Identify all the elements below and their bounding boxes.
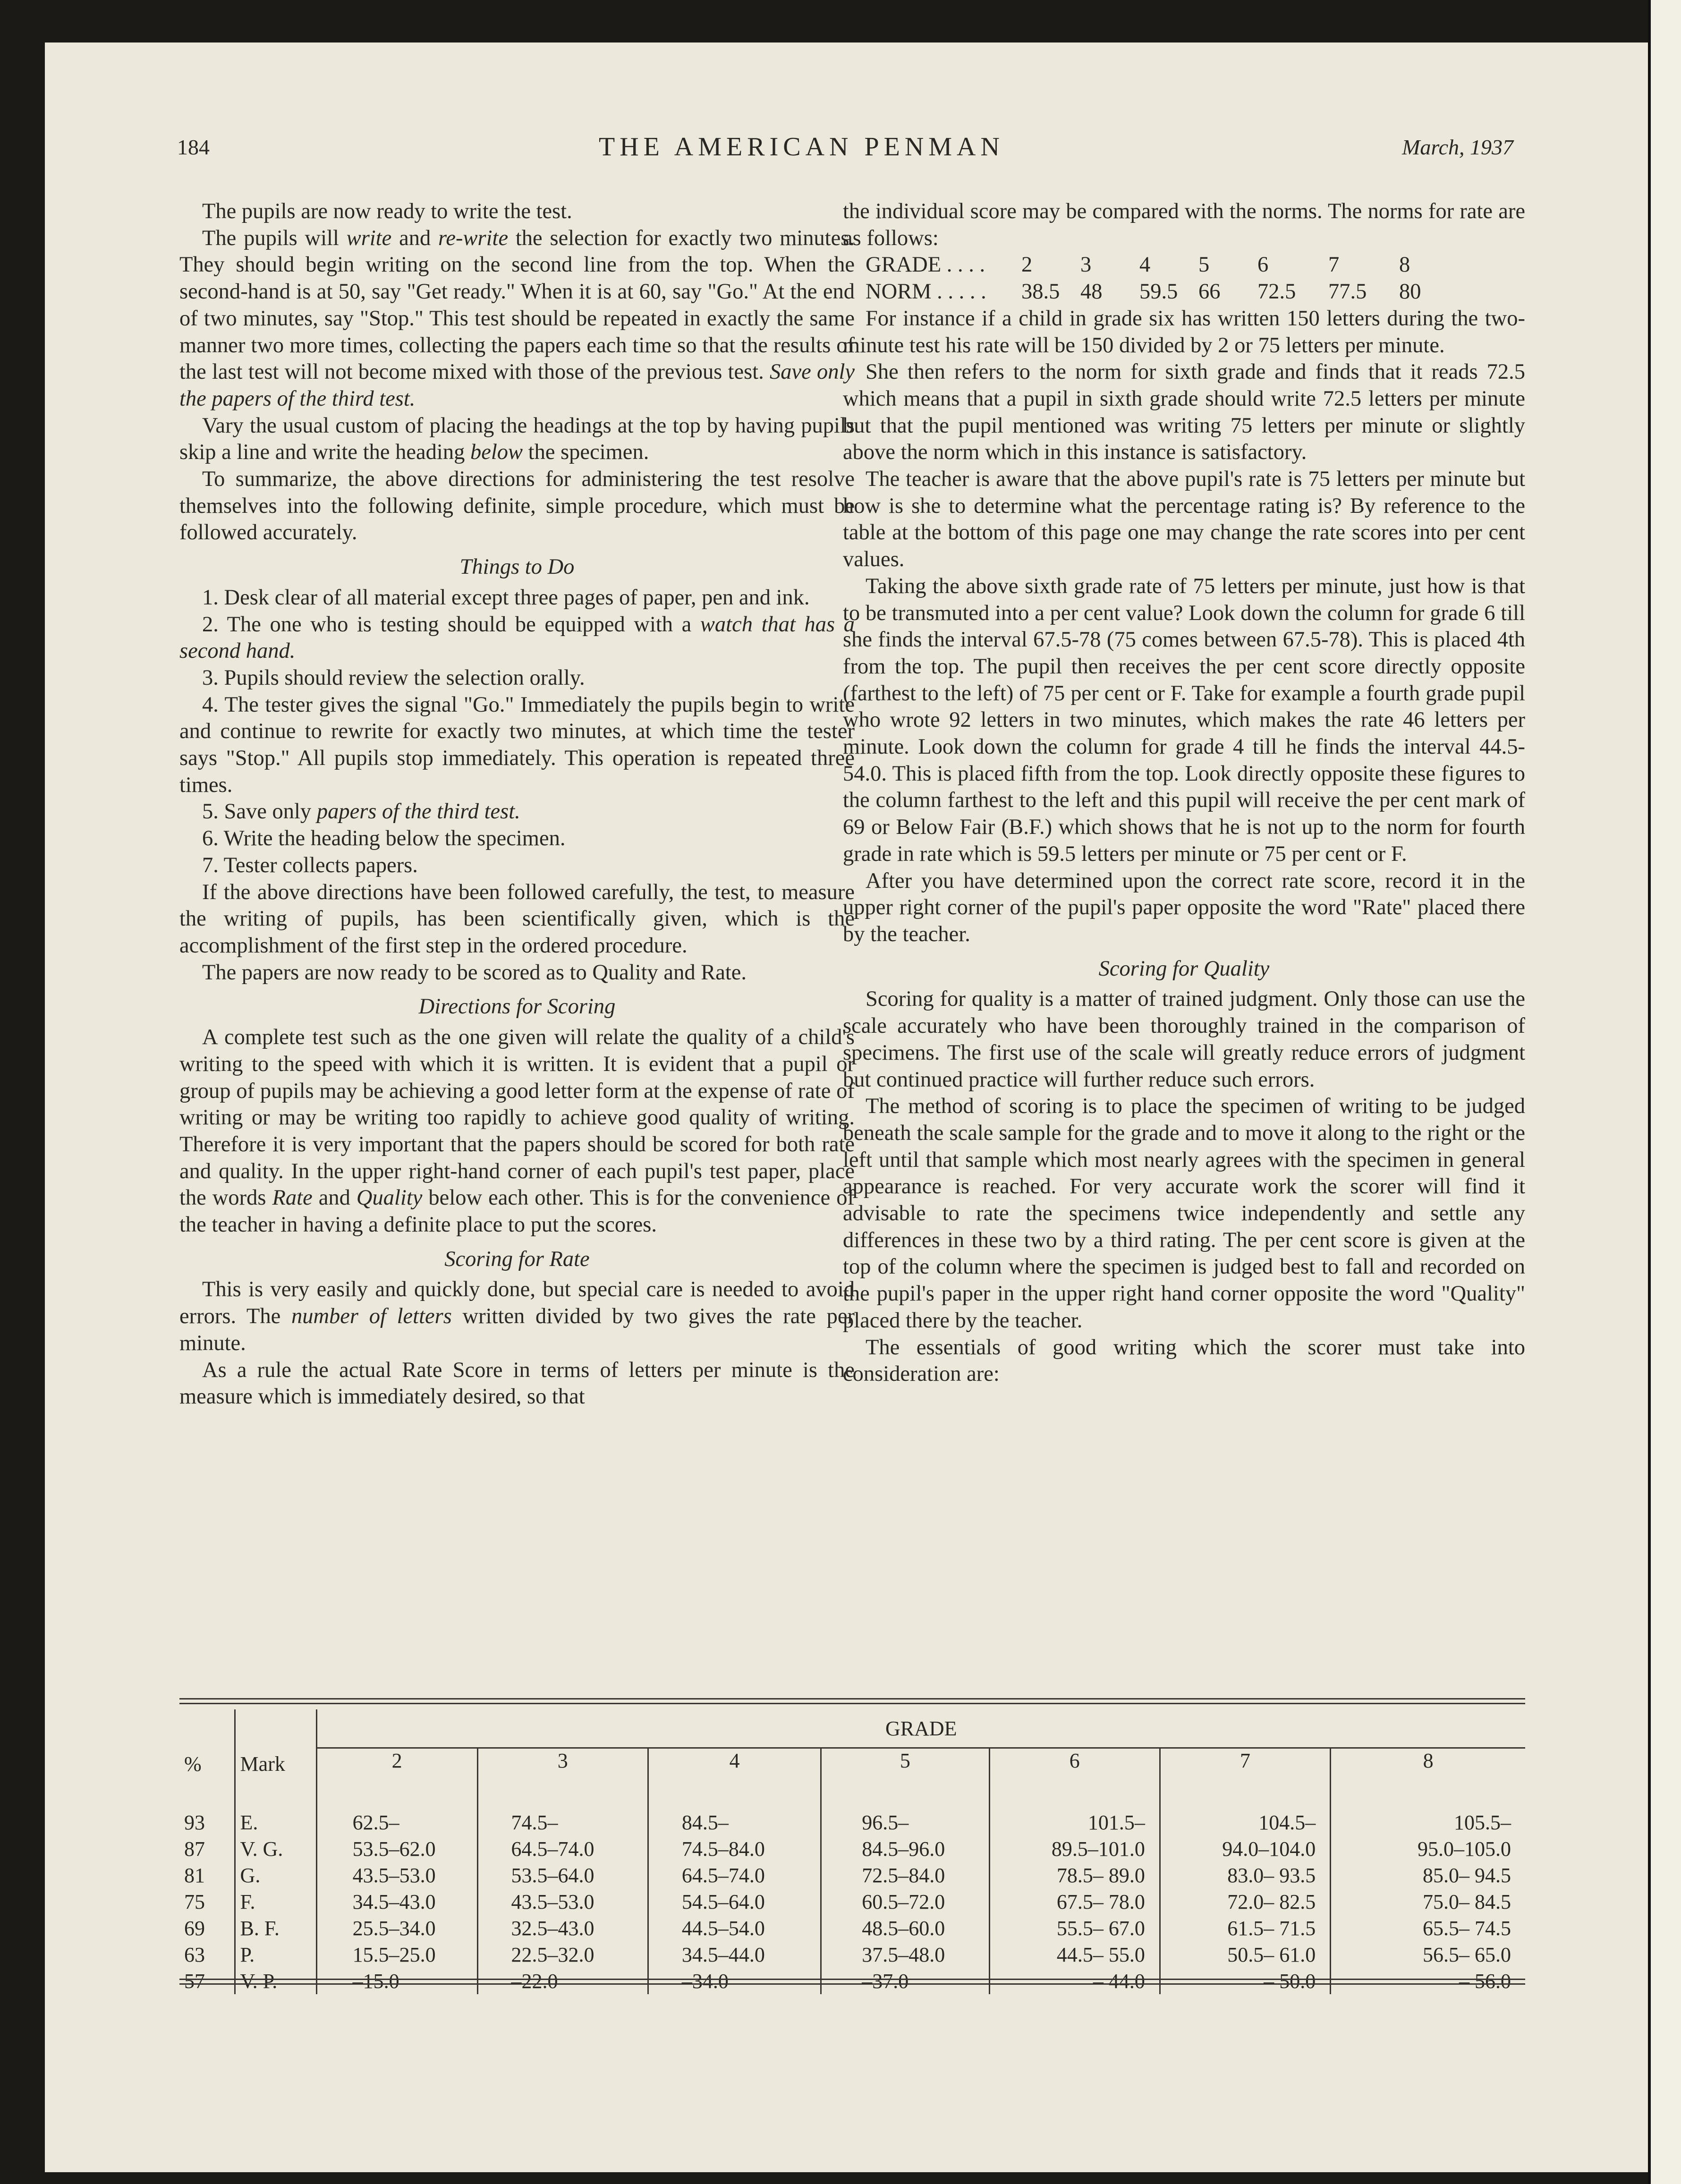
pct-header: % <box>179 1709 235 1783</box>
table-top-rule <box>179 1698 1525 1700</box>
range-cell: 67.5– 78.0 <box>989 1888 1160 1915</box>
pct-cell: 87 <box>179 1836 235 1862</box>
page-number: 184 <box>177 135 210 159</box>
paragraph: A complete test such as the one given will relate the quality of a child's writing to the speed with which it is written. It is evident that a pupil or group of pupils may be achieving a good letter form at the expense of rate of writing or may be writing too rapidly to achieve good quality of writing. Therefore it is very important that the papers should be scored for both rate and quality. In the upper right-hand corner of each pupil's test paper, place the words Rate and Quality below each other. This is for the convenience of the teacher in having a definite place to put the scores. <box>179 1025 855 1237</box>
range-cell: 95.0–105.0 <box>1418 1837 1511 1861</box>
paragraph: If the above directions have been followed carefully, the test, to measure the writing of pupils, has been scientifically given, which is the accomplishment of the first step in the ordered procedure. <box>179 880 855 958</box>
section-heading: Things to Do <box>459 555 575 579</box>
norms-grade: 7 <box>1328 253 1340 277</box>
table-row <box>179 1809 1525 1836</box>
range-cell: 15.5–25.0 <box>316 1941 477 1968</box>
range-cell: 72.5–84.0 <box>821 1862 989 1888</box>
paragraph: This is very easily and quickly done, but special care is needed to avoid errors. The number of letters written divided by two gives the rate per minute. <box>179 1277 855 1355</box>
range-cell: 75.0– 84.5 <box>1423 1890 1511 1913</box>
grade-col-header: 2 <box>316 1748 477 1783</box>
range-cell: 55.5– 67.0 <box>989 1915 1160 1941</box>
mark-cell: V. G. <box>235 1836 316 1862</box>
grade-col-header: 6 <box>989 1748 1160 1783</box>
left-column <box>179 198 855 1411</box>
pct-cell: 81 <box>179 1862 235 1888</box>
rate-conversion-table <box>179 1709 1525 1994</box>
range-cell: 22.5–32.0 <box>477 1941 648 1968</box>
range-cell: 34.5–44.0 <box>648 1941 821 1968</box>
list-item: 2. The one who is testing should be equipped with a watch that has a second hand. <box>179 612 855 663</box>
running-header <box>0 132 1603 172</box>
range-cell: 101.5– <box>989 1809 1160 1836</box>
range-cell: 60.5–72.0 <box>821 1888 989 1915</box>
range-cell: 78.5– 89.0 <box>989 1862 1160 1888</box>
issue-date: March, 1937 <box>1402 135 1513 159</box>
pct-cell: 93 <box>179 1809 235 1836</box>
norms-value: 77.5 <box>1328 280 1367 304</box>
norms-value: 48 <box>1080 280 1103 304</box>
grade-col-header: 8 <box>1423 1749 1434 1772</box>
range-cell: 105.5– <box>1454 1810 1511 1834</box>
table-row <box>179 1941 1525 1968</box>
norms-grade-label: GRADE . . . . <box>866 253 985 277</box>
range-cell: 53.5–62.0 <box>316 1836 477 1862</box>
range-cell: 62.5– <box>316 1809 477 1836</box>
norms-grade: 6 <box>1257 253 1269 277</box>
norms-value: 66 <box>1198 280 1221 304</box>
section-heading: Scoring for Rate <box>444 1247 590 1271</box>
range-cell: 94.0–104.0 <box>1160 1836 1330 1862</box>
list-item: 6. Write the heading below the specimen. <box>202 826 566 851</box>
grade-col-header: 7 <box>1160 1748 1330 1783</box>
norms-grade: 3 <box>1080 253 1092 277</box>
paragraph: For instance if a child in grade six has written 150 letters during the two-minute test his rate will be 150 divided by 2 or 75 letters per minute. <box>843 306 1525 357</box>
norms-grade: 4 <box>1139 253 1151 277</box>
table-bottom-rule <box>179 1979 1525 1980</box>
range-cell: 74.5– <box>477 1809 648 1836</box>
norms-label: NORM . . . . . <box>866 280 986 304</box>
mark-cell: B. F. <box>235 1915 316 1941</box>
paragraph: The teacher is aware that the above pupil's rate is 75 letters per minute but how is she to determine what the percentage rating is? By reference to the table at the bottom of this page one may change the rate scores into per cent values. <box>843 467 1525 572</box>
score-table <box>179 1709 1525 1994</box>
range-cell: 74.5–84.0 <box>648 1836 821 1862</box>
range-cell: 44.5–54.0 <box>648 1915 821 1941</box>
paragraph: The papers are now ready to be scored as to Quality and Rate. <box>202 960 747 985</box>
norms-value: 72.5 <box>1257 280 1296 304</box>
table-bottom-rule-2 <box>179 1983 1525 1985</box>
table-row <box>179 1862 1525 1888</box>
paragraph: The method of scoring is to place the specimen of writing to be judged beneath the scale sample for the grade and to move it along to the right or the left until that sample which most nearly agrees with the specimen in general appearance is reached. For very accurate work the scorer will find it advisable to rate the specimens twice independently and settle any differences in these two by a third rating. The per cent score is given at the top of the column where the specimen is judged best to fall and recorded on the pupil's paper in the upper right hand corner opposite the word "Quality" placed there by the teacher. <box>843 1094 1525 1333</box>
range-cell: 34.5–43.0 <box>316 1888 477 1915</box>
pct-cell: 63 <box>179 1941 235 1968</box>
range-cell: 84.5– <box>648 1809 821 1836</box>
norms-grade: 8 <box>1399 253 1410 277</box>
paragraph: the individual score may be compared with the norms. The norms for rate are as follows: <box>843 199 1525 250</box>
section-heading: Directions for Scoring <box>418 994 616 1019</box>
range-cell: 50.5– 61.0 <box>1160 1941 1330 1968</box>
range-cell: 83.0– 93.5 <box>1160 1862 1330 1888</box>
range-cell: –34.0 <box>648 1968 821 1994</box>
grade-col-header: 3 <box>477 1748 648 1783</box>
grade-header: GRADE <box>316 1709 1525 1748</box>
table-body <box>179 1809 1525 1994</box>
table-row <box>179 1836 1525 1862</box>
paragraph: The essentials of good writing which the scorer must take into consideration are: <box>843 1335 1525 1386</box>
paragraph: Vary the usual custom of placing the headings at the top by having pupils skip a line and write the heading below the specimen. <box>179 413 855 465</box>
list-item: 7. Tester collects papers. <box>202 853 418 877</box>
list-item: 4. The tester gives the signal "Go." Immediately the pupils begin to write and continue to rewrite for exactly two minutes, at which time the tester says "Stop." All pupils stop immediately. This operation is repeated three times. <box>179 692 855 797</box>
norms-table <box>866 252 1525 305</box>
range-cell: – 44.0 <box>989 1968 1160 1994</box>
paragraph: To summarize, the above directions for administering the test resolve themselves into the following definite, simple procedure, which must be followed accurately. <box>179 467 855 545</box>
paragraph: Taking the above sixth grade rate of 75 letters per minute, just how is that to be transmuted into a per cent value? Look down the column for grade 6 till she finds the interval 67.5-78 (75 comes between 67.5-78). This is placed 4th from the top. The pupil then receives the per cent score directly opposite (farthest to the left) of 75 per cent or F. Take for example a fourth grade pupil who wrote 92 letters in two minutes, which makes the rate 46 letters per minute. Look down the column for grade 4 till he finds the interval 44.5-54.0. This is placed fifth from the top. Look directly opposite these figures to the column farthest to the left and this pupil will receive the per cent mark of 69 or Below Fair (B.F.) which shows that he is not up to the norm for fourth grade in rate which is 59.5 letters per minute or 75 per cent or F. <box>843 574 1525 866</box>
paragraph: The pupils will write and re-write the selection for exactly two minutes. They should begin writing on the second line from the top. When the second-hand is at 50, say "Get ready." When it is at 60, say "Go." At the end of two minutes, say "Stop." This test should be repeated in exactly the same manner two more times, collecting the papers each time so that the results of the last test will not become mixed with those of the previous test. Save only the papers of the third test. <box>179 226 855 411</box>
norms-grade-row <box>866 252 1525 279</box>
journal-title: THE AMERICAN PENMAN <box>599 132 1004 161</box>
mark-cell: E. <box>235 1809 316 1836</box>
list-item: 3. Pupils should review the selection orally. <box>202 665 585 690</box>
range-cell: – 50.0 <box>1160 1968 1330 1994</box>
list-item: 1. Desk clear of all material except three pages of paper, pen and ink. <box>202 585 810 610</box>
section-heading: Scoring for Quality <box>1098 956 1270 981</box>
paragraph: As a rule the actual Rate Score in terms of letters per minute is the measure which is immediately desired, so that <box>179 1358 855 1409</box>
range-cell: 43.5–53.0 <box>316 1862 477 1888</box>
grade-col-header: 5 <box>821 1748 989 1783</box>
range-cell: –37.0 <box>821 1968 989 1994</box>
range-cell: –15.0 <box>316 1968 477 1994</box>
range-cell: 44.5– 55.0 <box>989 1941 1160 1968</box>
range-cell: – 56.0 <box>1459 1969 1511 1993</box>
range-cell: 65.5– 74.5 <box>1423 1916 1511 1940</box>
table-row <box>179 1888 1525 1915</box>
table-row <box>179 1915 1525 1941</box>
grade-col-header: 4 <box>648 1748 821 1783</box>
right-column <box>843 198 1525 1388</box>
range-cell: 64.5–74.0 <box>477 1836 648 1862</box>
norms-value: 38.5 <box>1021 280 1060 304</box>
range-cell: 54.5–64.0 <box>648 1888 821 1915</box>
paragraph: After you have determined upon the correct rate score, record it in the upper right corner of the pupil's paper opposite the word "Rate" placed there by the teacher. <box>843 868 1525 946</box>
range-cell: 43.5–53.0 <box>477 1888 648 1915</box>
table-top-rule-2 <box>179 1703 1525 1704</box>
mark-header: Mark <box>235 1709 316 1783</box>
mark-cell: G. <box>235 1862 316 1888</box>
range-cell: 48.5–60.0 <box>821 1915 989 1941</box>
paragraph: The pupils are now ready to write the test. <box>202 199 572 223</box>
mark-cell: F. <box>235 1888 316 1915</box>
paragraph: She then refers to the norm for sixth grade and finds that it reads 72.5 which means that a pupil in sixth grade should write 72.5 letters per minute but that the pupil mentioned was writing 75 letters per minute or slightly above the norm which in this instance is satisfactory. <box>843 360 1525 465</box>
mark-cell: V. P. <box>235 1968 316 1994</box>
range-cell: 84.5–96.0 <box>821 1836 989 1862</box>
range-cell: 61.5– 71.5 <box>1160 1915 1330 1941</box>
list-item: 5. Save only papers of the third test. <box>202 799 520 824</box>
range-cell: 53.5–64.0 <box>477 1862 648 1888</box>
range-cell: 72.0– 82.5 <box>1160 1888 1330 1915</box>
range-cell: 64.5–74.0 <box>648 1862 821 1888</box>
norms-value-row <box>866 279 1525 306</box>
table-row <box>179 1968 1525 1994</box>
range-cell: 25.5–34.0 <box>316 1915 477 1941</box>
pct-cell: 57 <box>179 1968 235 1994</box>
pct-cell: 75 <box>179 1888 235 1915</box>
range-cell: –22.0 <box>477 1968 648 1994</box>
range-cell: 104.5– <box>1160 1809 1330 1836</box>
range-cell: 85.0– 94.5 <box>1423 1863 1511 1887</box>
pct-cell: 69 <box>179 1915 235 1941</box>
norms-value: 80 <box>1399 280 1421 304</box>
range-cell: 56.5– 65.0 <box>1423 1943 1511 1966</box>
range-cell: 89.5–101.0 <box>989 1836 1160 1862</box>
adjacent-page-edge <box>1648 0 1681 2184</box>
range-cell: 37.5–48.0 <box>821 1941 989 1968</box>
norms-grade: 2 <box>1021 253 1033 277</box>
norms-value: 59.5 <box>1139 280 1178 304</box>
mark-cell: P. <box>235 1941 316 1968</box>
range-cell: 96.5– <box>821 1809 989 1836</box>
paragraph: Scoring for quality is a matter of trained judgment. Only those can use the scale accurately who have been thoroughly trained in the comparison of specimens. The first use of the scale will greatly reduce errors of judgment but continued practice will further reduce such errors. <box>843 987 1525 1092</box>
range-cell: 32.5–43.0 <box>477 1915 648 1941</box>
norms-grade: 5 <box>1198 253 1210 277</box>
